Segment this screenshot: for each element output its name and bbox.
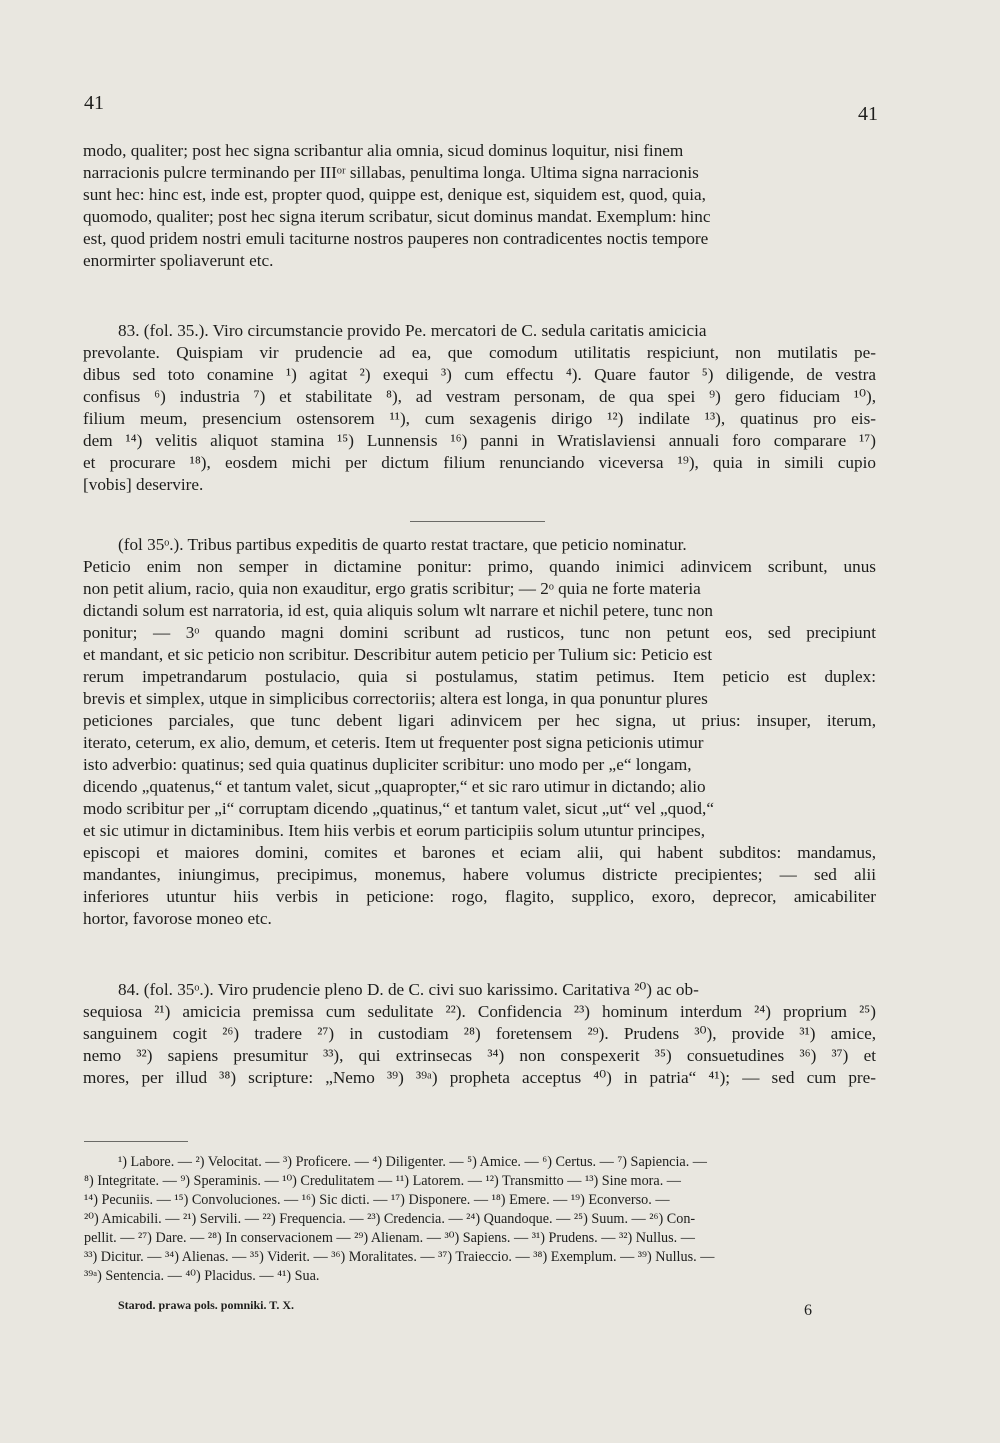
text-line: hortor, favorose moneo etc. [83, 909, 272, 928]
text-line: inferiores utuntur hiis verbis in peticione: rogo, flagito, supplico, exoro, deprecor, amicabiliter [83, 887, 876, 906]
text-line: et sic utimur in dictaminibus. Item hiis verbis et eorum participiis solum utuntur principes, [83, 821, 705, 840]
text-line: non petit alium, racio, quia non exauditur, ergo gratis scribitur; — 2ᵒ quia ne forte materia [83, 579, 701, 598]
text-line: confisus ⁶) industria ⁷) et stabilitate ⁸), ad vestram personam, de qua spei ⁹) gero fiduciam ¹⁰), [83, 387, 876, 406]
text-line: modo, qualiter; post hec signa scribantur alia omnia, sicud dominus loquitur, nisi finem [83, 141, 684, 160]
text-line: ponitur; — 3ᵒ quando magni domini scribunt ad rusticos, tunc non petunt eos, sed precipiunt [83, 623, 876, 642]
text-line: brevis et simplex, utque in simplicibus correctoriis; altera est longa, in qua ponuntur plures [83, 689, 708, 708]
text-line: quomodo, qualiter; post hec signa iterum scribatur, sicut dominus mandat. Exemplum: hinc [83, 207, 711, 226]
text-line: episcopi et maiores domini, comites et barones et eciam alii, qui habent subditos: mandamus, [83, 843, 876, 862]
text-line: (fol 35ᵒ.). Tribus partibus expeditis de quarto restat tractare, que peticio nominatur. [118, 535, 687, 554]
text-line: et procurare ¹⁸), eosdem michi per dictum filium renunciando viceversa ¹⁹), quia in simili cupio [83, 453, 876, 472]
footnote-line: pellit. — ²⁷) Dare. — ²⁸) In conservacionem — ²⁹) Alienam. — ³⁰) Sapiens. — ³¹) Prudens. — ³²) Nullus. — [84, 1230, 695, 1246]
text-line: sequiosa ²¹) amicicia premissa cum sedulitate ²²). Confidencia ²³) hominum interdum ²⁴) proprium ²⁵) [83, 1002, 876, 1021]
text-line: mandantes, iniungimus, precipimus, monemus, habere volumus districte precipientes; — sed alii [83, 865, 876, 884]
text-line: peticiones parciales, que tunc debent ligari adinvicem per hec signa, ut prius: insuper, iterum, [83, 711, 876, 730]
text-line: nemo ³²) sapiens presumitur ³³), qui extrinsecas ³⁴) non conspexerit ³⁵) consuetudines ³⁶) ³⁷) et [83, 1046, 876, 1065]
text-line: sunt hec: hinc est, inde est, propter quod, quippe est, denique est, siquidem est, quod, quia, [83, 185, 706, 204]
text-line: et mandant, et sic peticio non scribitur. Describitur autem peticio per Tulium sic: Peticio est [83, 645, 713, 664]
text-line: Peticio enim non semper in dictamine ponitur: primo, quando inimici adinvicem scribunt, unus [83, 557, 876, 576]
running-page-number-right: 41 [858, 103, 878, 125]
text-line: enormirter spoliaverunt etc. [83, 251, 274, 270]
text-line: narracionis pulcre terminando per IIIᵒʳ sillabas, penultima longa. Ultima signa narracionis [83, 163, 699, 182]
text-line: rerum impetrandarum postulacio, quia si postulamus, statim petimus. Item peticio est duplex: [83, 667, 876, 686]
sheet-number: 6 [804, 1302, 812, 1319]
footnote-line: ⁸) Integritate. — ⁹) Speraminis. — ¹⁰) Credulitatem — ¹¹) Latorem. — ¹²) Transmitto — ¹³) Sine mora. — [84, 1173, 681, 1189]
footnote-line: ³³) Dicitur. — ³⁴) Alienas. — ³⁵) Viderit. — ³⁶) Moralitates. — ³⁷) Traieccio. — ³⁸) Exemplum. — ³⁹) Nullus. — [84, 1249, 715, 1265]
text-line: sanguinem cogit ²⁶) tradere ²⁷) in custodiam ²⁸) foretensem ²⁹). Prudens ³⁰), provide ³¹) amice, [83, 1024, 876, 1043]
footnote-line: ²⁰) Amicabili. — ²¹) Servili. — ²²) Frequencia. — ²³) Credencia. — ²⁴) Quandoque. — ²⁵) Suum. — ²⁶) Con- [84, 1211, 696, 1227]
footnote-line: ¹⁴) Pecuniis. — ¹⁵) Convoluciones. — ¹⁶) Sic dicti. — ¹⁷) Disponere. — ¹⁸) Emere. — ¹⁹) Econverso. — [84, 1192, 670, 1208]
text-line: dicendo „quatenus,“ et tantum valet, sicut „quapropter,“ et sic raro utimur in dictando; alio [83, 777, 706, 796]
text-line: 84. (fol. 35ᵒ.). Viro prudencie pleno D. de C. civi suo karissimo. Caritativa ²⁰) ac ob- [118, 980, 699, 999]
running-page-number-left: 41 [84, 92, 104, 114]
footnote-divider [84, 1141, 188, 1142]
section-divider [410, 521, 545, 522]
text-line: 83. (fol. 35.). Viro circumstancie provido Pe. mercatori de C. sedula caritatis amicicia [118, 321, 707, 340]
footnote-line: ¹) Labore. — ²) Velocitat. — ³) Proficere. — ⁴) Diligenter. — ⁵) Amice. — ⁶) Certus. — ⁷) Sapiencia. — [118, 1154, 707, 1170]
text-line: isto adverbio: quatinus; sed quia quatinus dupliciter scribitur: uno modo per „e“ longam, [83, 755, 692, 774]
signature-line: Starod. prawa pols. pomniki. T. X. [118, 1298, 295, 1312]
text-line: modo scribitur per „i“ corruptam dicendo „quatinus,“ et tantum valet, sicut „ut“ vel „quod,“ [83, 799, 714, 818]
text-line: dictandi solum est narratoria, id est, quia aliquis solum wlt narrare et nichil petere, tunc non [83, 601, 714, 620]
footnote-line: ³⁹ᵃ) Sentencia. — ⁴⁰) Placidus. — ⁴¹) Sua. [84, 1268, 320, 1284]
text-line: dem ¹⁴) velitis aliquot stamina ¹⁵) Lunnensis ¹⁶) panni in Wratislaviensi annuali foro comparare ¹⁷) [83, 431, 876, 450]
text-line: mores, per illud ³⁸) scripture: „Nemo ³⁹) ³⁹ᵃ) propheta acceptus ⁴⁰) in patria“ ⁴¹); — sed cum pre- [83, 1068, 876, 1087]
text-line: prevolante. Quispiam vir prudencie ad ea, que comodum utilitatis respiciunt, non mutilatis pe- [83, 343, 876, 362]
text-line: filium meum, presencium ostensorem ¹¹), cum sexagenis dirigo ¹²) indilate ¹³), quatinus pro eis- [83, 409, 876, 428]
text-line: iterato, ceterum, ex alio, demum, et ceteris. Item ut frequenter post signa peticionis utimur [83, 733, 704, 752]
text-line: est, quod pridem nostri emuli taciturne nostros pauperes non contradicentes noctis tempore [83, 229, 709, 248]
text-line: [vobis] deservire. [83, 475, 204, 494]
text-line: dibus sed toto conamine ¹) agitat ²) exequi ³) cum effectu ⁴). Quare fautor ⁵) diligende, de vestra [83, 365, 876, 384]
